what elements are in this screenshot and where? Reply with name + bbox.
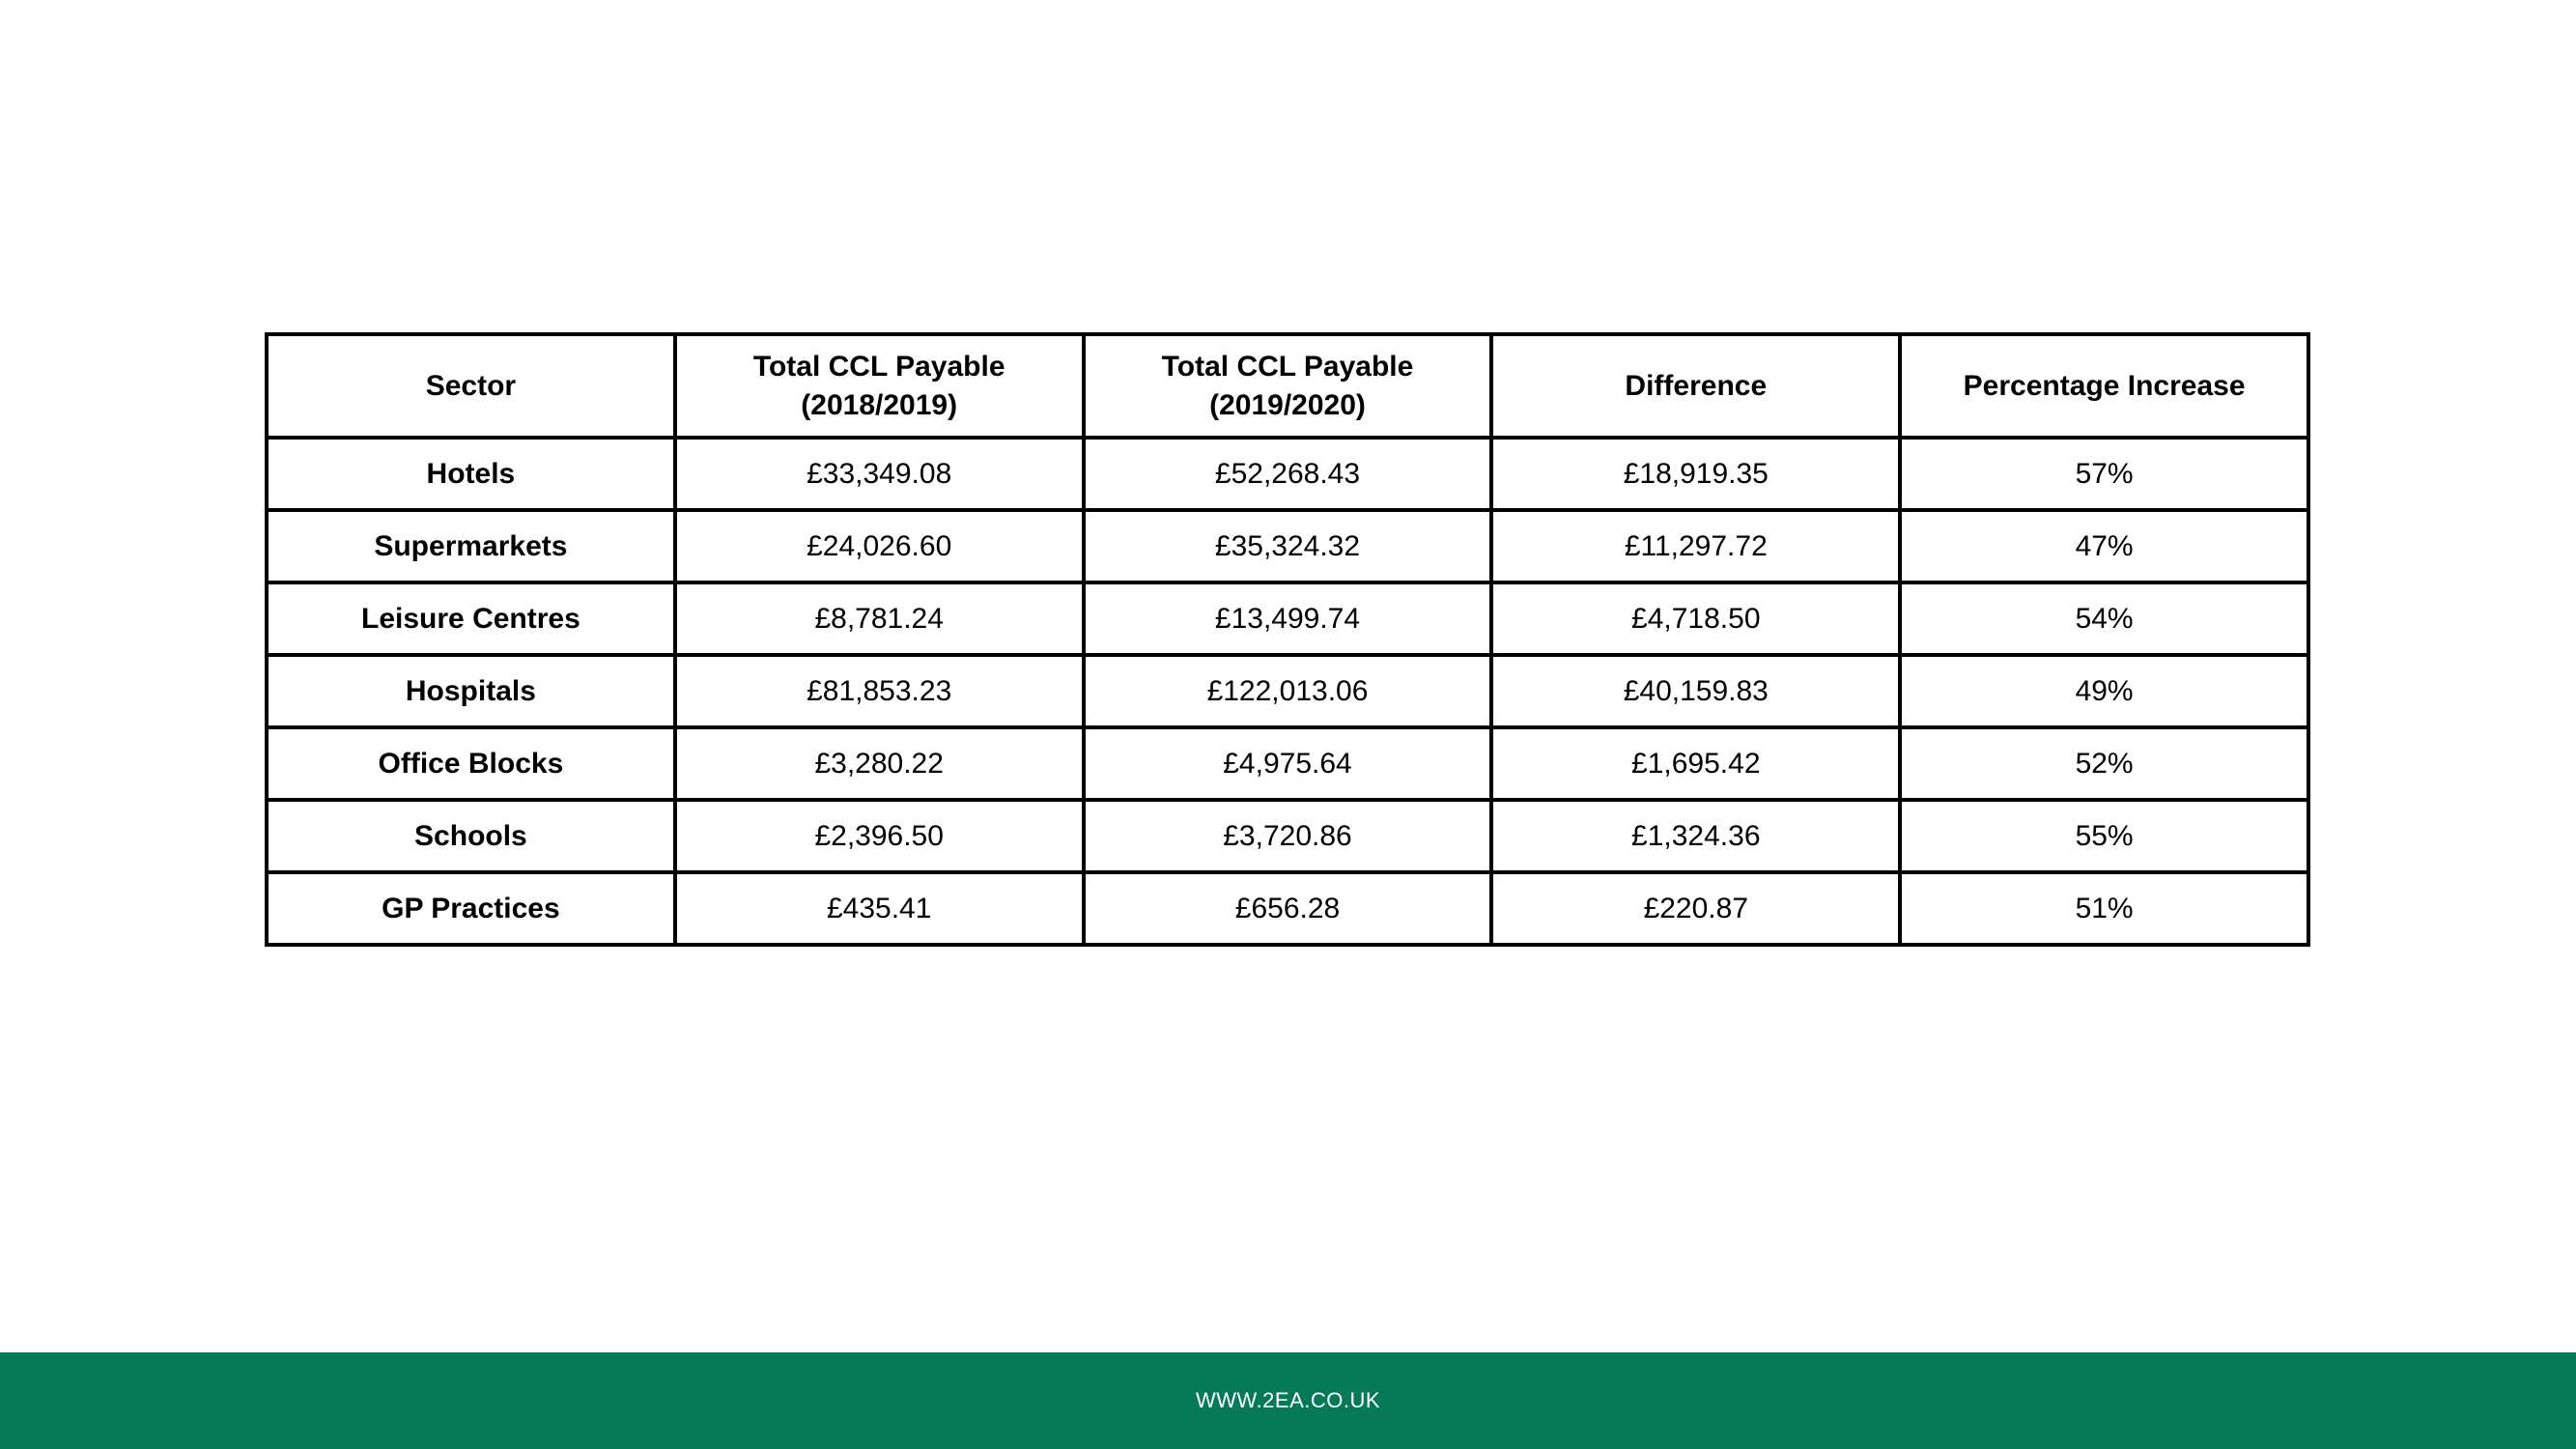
header-sector — [267, 334, 675, 438]
cell-percentage-increase: 57% — [1900, 438, 2308, 510]
ccl-table-container — [265, 332, 2310, 947]
cell-sector: Hotels — [267, 438, 675, 510]
table-header — [267, 334, 2308, 438]
cell-ccl-2019-2020: £4,975.64 — [1084, 727, 1492, 800]
footer-bar — [0, 1352, 2576, 1449]
cell-difference: £40,159.83 — [1491, 655, 1900, 727]
cell-difference: £1,324.36 — [1491, 800, 1900, 872]
header-ccl-2019-2020-line1: Total CCL Payable — [1161, 350, 1414, 383]
ccl-comparison-table — [265, 332, 2310, 947]
header-percentage-increase — [1900, 334, 2308, 438]
cell-difference: £11,297.72 — [1491, 510, 1900, 582]
cell-ccl-2018-2019: £3,280.22 — [675, 727, 1084, 800]
cell-ccl-2019-2020: £656.28 — [1084, 872, 1492, 945]
cell-ccl-2018-2019: £8,781.24 — [675, 582, 1084, 655]
cell-sector: Schools — [267, 800, 675, 872]
table-row — [267, 872, 2308, 945]
table-row — [267, 582, 2308, 655]
cell-ccl-2018-2019: £2,396.50 — [675, 800, 1084, 872]
header-difference-label: Difference — [1625, 369, 1768, 402]
cell-sector: Supermarkets — [267, 510, 675, 582]
table-row — [267, 438, 2308, 510]
cell-difference: £4,718.50 — [1491, 582, 1900, 655]
header-difference — [1491, 334, 1900, 438]
table-row — [267, 727, 2308, 800]
cell-percentage-increase: 51% — [1900, 872, 2308, 945]
cell-ccl-2018-2019: £435.41 — [675, 872, 1084, 945]
cell-percentage-increase: 47% — [1900, 510, 2308, 582]
cell-ccl-2018-2019: £24,026.60 — [675, 510, 1084, 582]
table-body — [267, 438, 2308, 945]
cell-ccl-2019-2020: £122,013.06 — [1084, 655, 1492, 727]
cell-percentage-increase: 52% — [1900, 727, 2308, 800]
cell-difference: £18,919.35 — [1491, 438, 1900, 510]
cell-sector: Hospitals — [267, 655, 675, 727]
cell-ccl-2019-2020: £3,720.86 — [1084, 800, 1492, 872]
cell-percentage-increase: 49% — [1900, 655, 2308, 727]
cell-percentage-increase: 54% — [1900, 582, 2308, 655]
header-row — [267, 334, 2308, 438]
table-row — [267, 655, 2308, 727]
cell-ccl-2018-2019: £33,349.08 — [675, 438, 1084, 510]
header-ccl-2018-2019-line1: Total CCL Payable — [752, 350, 1005, 383]
table-row — [267, 510, 2308, 582]
header-ccl-2018-2019 — [675, 334, 1084, 438]
cell-ccl-2018-2019: £81,853.23 — [675, 655, 1084, 727]
cell-difference: £1,695.42 — [1491, 727, 1900, 800]
cell-sector: Office Blocks — [267, 727, 675, 800]
header-percentage-increase-label: Percentage Increase — [1963, 369, 2246, 402]
header-ccl-2018-2019-line2: (2018/2019) — [801, 388, 958, 421]
cell-ccl-2019-2020: £35,324.32 — [1084, 510, 1492, 582]
table-row — [267, 800, 2308, 872]
header-ccl-2019-2020-line2: (2019/2020) — [1209, 388, 1366, 421]
header-ccl-2019-2020 — [1084, 334, 1492, 438]
cell-sector: GP Practices — [267, 872, 675, 945]
cell-ccl-2019-2020: £52,268.43 — [1084, 438, 1492, 510]
cell-ccl-2019-2020: £13,499.74 — [1084, 582, 1492, 655]
cell-sector: Leisure Centres — [267, 582, 675, 655]
cell-difference: £220.87 — [1491, 872, 1900, 945]
cell-percentage-increase: 55% — [1900, 800, 2308, 872]
header-sector-label: Sector — [425, 369, 517, 402]
footer-website-link[interactable]: WWW.2EA.CO.UK — [1195, 1388, 1381, 1412]
